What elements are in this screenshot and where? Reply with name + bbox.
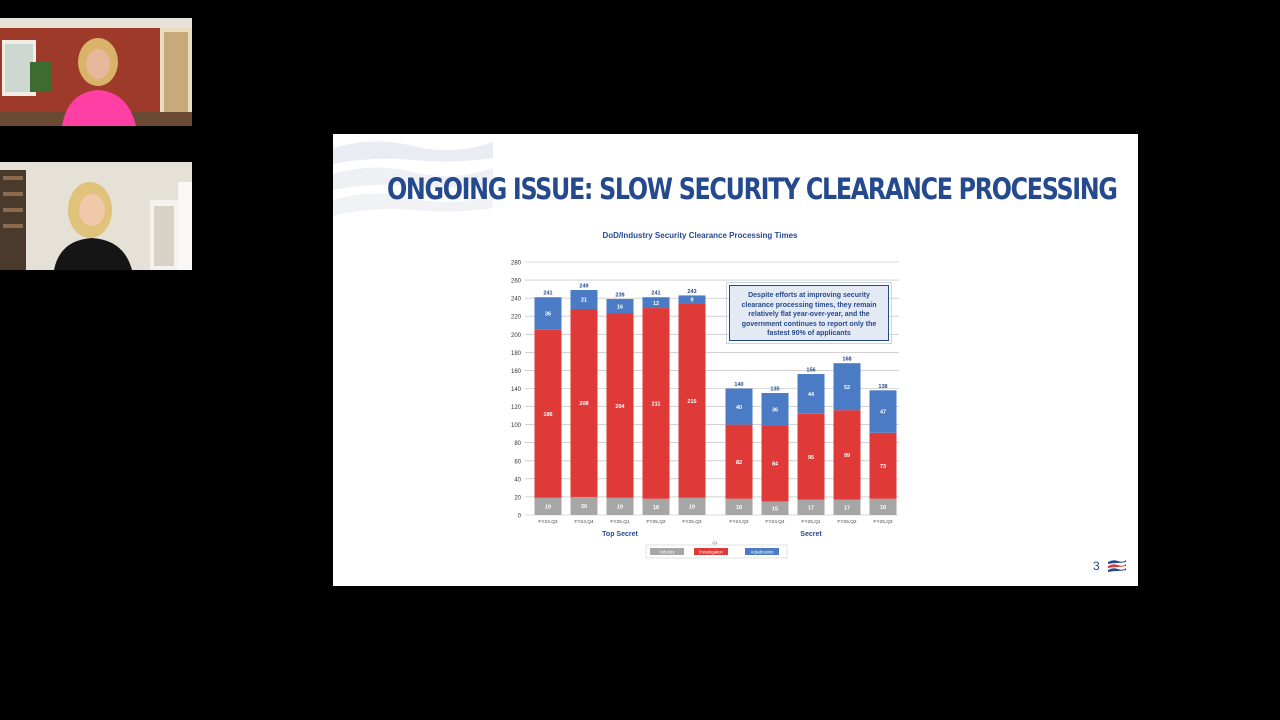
y-tick-label: 180 bbox=[510, 350, 521, 357]
x-tick-label: FY25,Q2 bbox=[646, 520, 666, 525]
y-tick-label: 220 bbox=[510, 314, 521, 321]
segment-value-label: 19 bbox=[688, 504, 696, 511]
segment-value-label: 19 bbox=[616, 504, 624, 511]
bar-total-label: 249 bbox=[579, 283, 589, 290]
bar-total-label: 243 bbox=[687, 288, 697, 295]
x-tick-label: FY25,Q1 bbox=[610, 520, 630, 525]
participant-video-tile-2[interactable] bbox=[0, 162, 192, 270]
segment-value-label: 84 bbox=[771, 461, 779, 468]
x-tick-label: FY24,Q3 bbox=[538, 520, 558, 525]
processing-times-chart bbox=[333, 134, 1138, 586]
y-tick-label: 0 bbox=[517, 513, 521, 520]
y-tick-label: 100 bbox=[510, 423, 521, 430]
segment-value-label: 16 bbox=[616, 304, 624, 311]
segment-value-label: 17 bbox=[843, 505, 851, 512]
segment-value-label: 186 bbox=[543, 412, 553, 418]
slide-page-number: 3 bbox=[1093, 559, 1100, 573]
segment-value-label: 40 bbox=[735, 404, 743, 411]
y-tick-label: 60 bbox=[514, 459, 521, 466]
bar-total-label: 138 bbox=[878, 383, 888, 390]
bar-total-label: 140 bbox=[734, 382, 744, 388]
x-tick-label: FY25,Q3 bbox=[873, 520, 893, 525]
y-tick-label: 40 bbox=[514, 477, 521, 484]
participant-1-video-frame bbox=[0, 18, 192, 126]
segment-value-label: 18 bbox=[735, 505, 743, 512]
x-tick-label: FY25,Q2 bbox=[837, 520, 857, 525]
y-tick-label: 80 bbox=[514, 441, 521, 448]
chart-legend bbox=[646, 540, 787, 558]
legend-label: Adjudication bbox=[750, 549, 774, 555]
segment-value-label: 73 bbox=[879, 463, 887, 470]
bar-total-label: 241 bbox=[651, 290, 661, 297]
bar-total-label: 156 bbox=[806, 367, 816, 374]
legend-title: Q1 bbox=[712, 540, 718, 545]
shared-presentation-slide bbox=[333, 134, 1138, 586]
segment-value-label: 20 bbox=[580, 504, 588, 511]
segment-value-label: 211 bbox=[651, 401, 661, 408]
segment-value-label: 19 bbox=[544, 504, 552, 511]
segment-value-label: 36 bbox=[771, 407, 779, 414]
x-tick-label: FY24,Q3 bbox=[729, 520, 749, 525]
flag-logo-icon bbox=[1107, 558, 1127, 572]
segment-value-label: 9 bbox=[690, 297, 694, 304]
segment-value-label: 82 bbox=[735, 459, 743, 466]
segment-value-label: 18 bbox=[652, 505, 660, 512]
segment-value-label: 17 bbox=[807, 505, 815, 512]
segment-value-label: 204 bbox=[615, 403, 625, 410]
y-tick-label: 20 bbox=[514, 495, 521, 502]
y-tick-label: 280 bbox=[510, 260, 521, 267]
y-axis bbox=[511, 261, 522, 520]
segment-value-label: 15 bbox=[771, 506, 779, 513]
group-label: Secret bbox=[800, 531, 822, 538]
bar-total-label: 168 bbox=[842, 356, 852, 363]
segment-value-label: 52 bbox=[843, 384, 851, 391]
segment-value-label: 99 bbox=[843, 453, 851, 460]
segment-value-label: 12 bbox=[652, 300, 660, 307]
group-label: Top Secret bbox=[602, 531, 638, 538]
segment-value-label: 18 bbox=[879, 505, 887, 512]
segment-value-label: 215 bbox=[687, 398, 697, 405]
x-tick-label: FY24,Q4 bbox=[765, 520, 785, 525]
y-tick-label: 260 bbox=[510, 278, 521, 285]
chart-title: DoD/Industry Security Clearance Processing Times bbox=[602, 231, 798, 240]
y-tick-label: 160 bbox=[510, 368, 521, 375]
bar-total-label: 239 bbox=[615, 292, 625, 299]
segment-value-label: 21 bbox=[580, 297, 588, 304]
segment-value-label: 95 bbox=[807, 454, 815, 461]
legend-label: Industry bbox=[659, 549, 675, 555]
segment-value-label: 44 bbox=[807, 392, 815, 399]
segment-value-label: 47 bbox=[879, 409, 887, 416]
x-tick-label: FY24,Q4 bbox=[574, 520, 594, 525]
bar-total-label: 241 bbox=[543, 290, 553, 297]
participant-video-tile-1[interactable] bbox=[0, 18, 192, 126]
chart-callout-box: Despite efforts at improving security clearance processing times, they remain relatively flat year-over-year, and the government continues to report only the fastest 90% of applicants bbox=[729, 285, 889, 341]
x-tick-label: FY25,Q1 bbox=[801, 520, 821, 525]
bar-total-label: 135 bbox=[770, 386, 780, 393]
x-tick-label: FY25,Q3 bbox=[682, 520, 702, 525]
segment-value-label: 36 bbox=[544, 311, 552, 318]
legend-label: Investigation bbox=[699, 549, 723, 555]
segment-value-label: 208 bbox=[579, 401, 589, 408]
x-axis bbox=[538, 519, 893, 538]
y-tick-label: 140 bbox=[510, 387, 521, 393]
y-tick-label: 200 bbox=[510, 332, 521, 339]
y-tick-label: 120 bbox=[510, 405, 521, 412]
participant-2-video-frame bbox=[0, 162, 192, 270]
y-tick-label: 240 bbox=[510, 296, 521, 303]
slide-title: ONGOING ISSUE: SLOW SECURITY CLEARANCE PROCESSING bbox=[387, 172, 1117, 206]
